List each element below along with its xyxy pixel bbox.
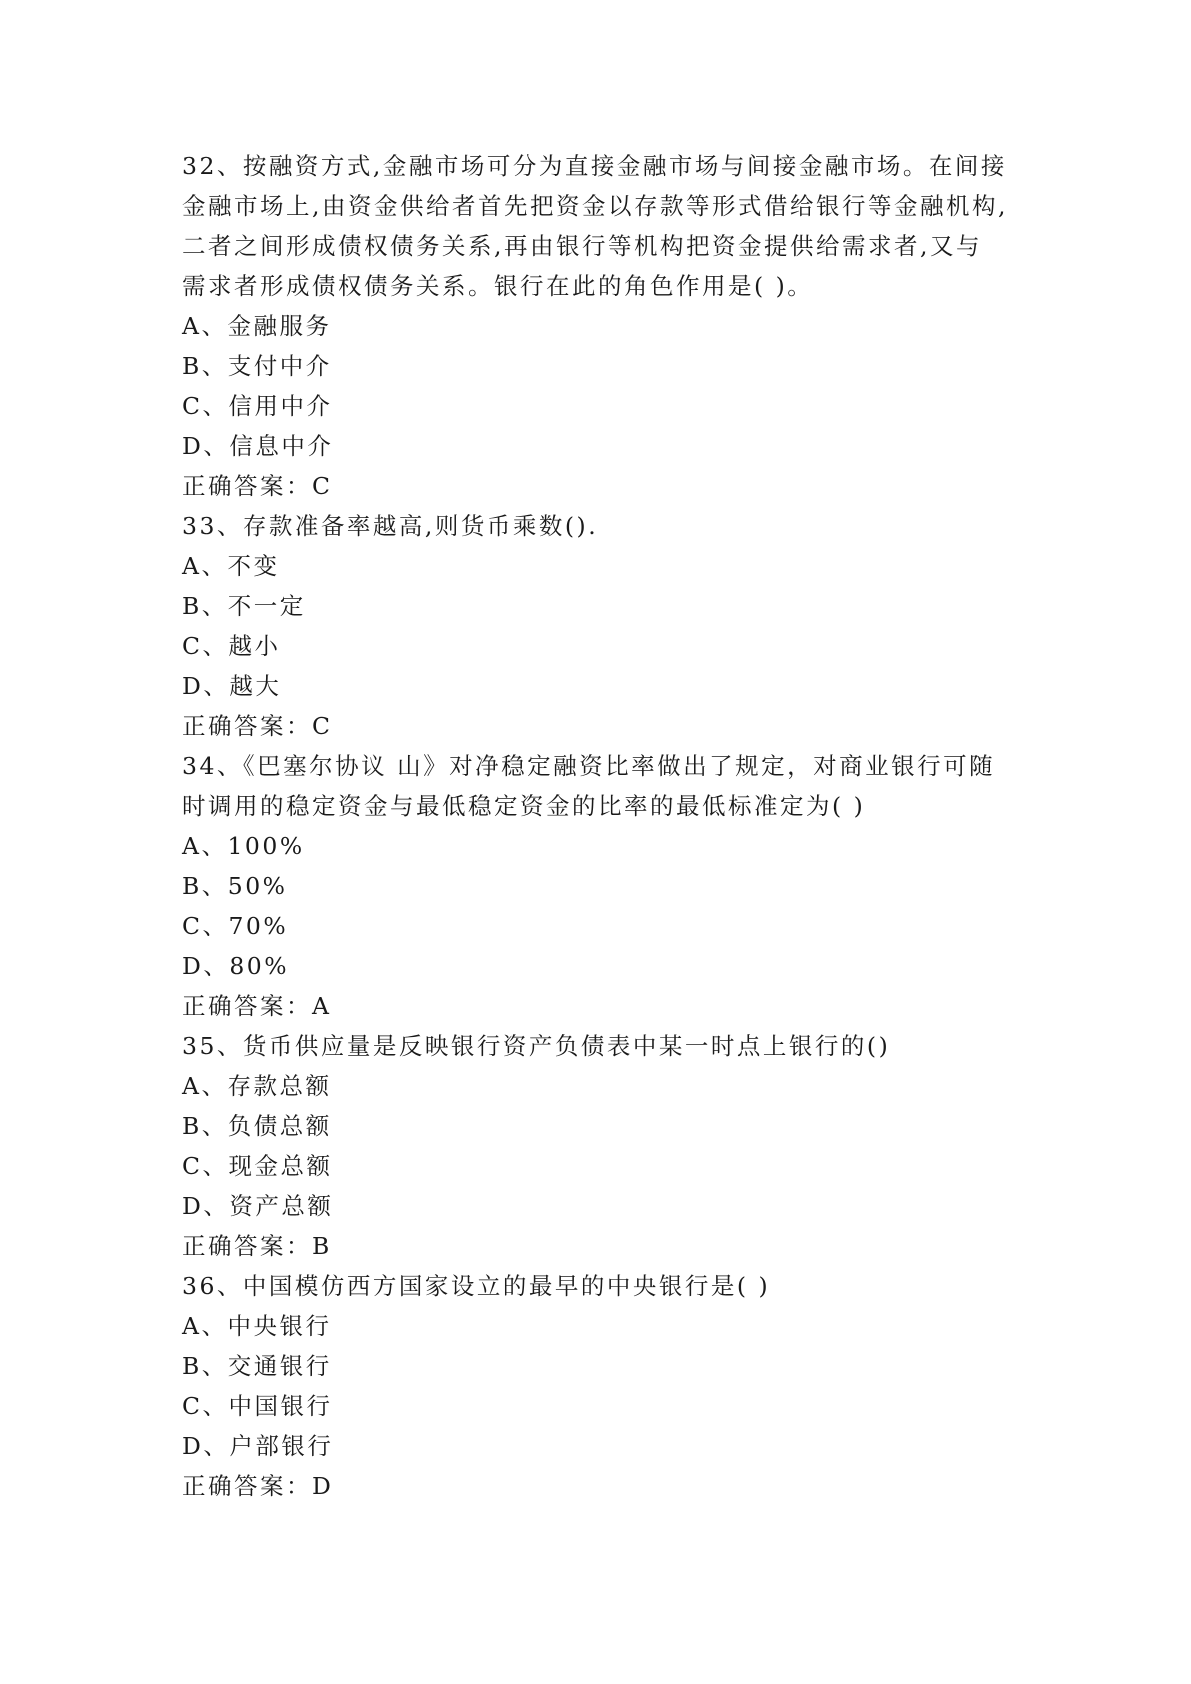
question-33	[182, 506, 1027, 746]
option-c: C、中国银行	[182, 1392, 333, 1420]
question-stem-line: 32、按融资方式,金融市场可分为直接金融市场与间接金融市场。在间接	[182, 152, 1007, 180]
question-34	[182, 746, 1027, 1026]
correct-answer: 正确答案：B	[182, 1232, 332, 1260]
option-b: B、支付中介	[182, 352, 332, 380]
option-c: C、越小	[182, 632, 281, 660]
question-stem-line: 36、中国模仿西方国家设立的最早的中央银行是( )	[182, 1272, 771, 1300]
option-c: C、70%	[182, 912, 289, 940]
option-c: C、现金总额	[182, 1152, 333, 1180]
question-stem-line: 33、存款准备率越高,则货币乘数().	[182, 512, 599, 540]
option-a: A、不变	[182, 552, 280, 580]
correct-answer: 正确答案：A	[182, 992, 332, 1020]
option-a: A、金融服务	[182, 312, 332, 340]
option-d: D、80%	[182, 952, 290, 980]
question-stem-line: 34、《巴塞尔协议 山》对净稳定融资比率做出了规定，对商业银行可随	[182, 752, 996, 780]
option-b: B、50%	[182, 872, 288, 900]
correct-answer: 正确答案：D	[182, 1472, 334, 1500]
question-36	[182, 1266, 1027, 1506]
option-b: B、负债总额	[182, 1112, 332, 1140]
question-stem-line: 时调用的稳定资金与最低稳定资金的比率的最低标准定为( )	[182, 792, 866, 820]
question-stem-line: 二者之间形成债权债务关系,再由银行等机构把资金提供给需求者,又与	[182, 232, 982, 260]
option-d: D、信息中介	[182, 432, 334, 460]
option-b: B、交通银行	[182, 1352, 332, 1380]
question-35	[182, 1026, 1027, 1266]
option-a: A、中央银行	[182, 1312, 332, 1340]
question-stem-line: 35、货币供应量是反映银行资产负债表中某一时点上银行的()	[182, 1032, 891, 1060]
option-c: C、信用中介	[182, 392, 333, 420]
option-a: A、100%	[182, 832, 305, 860]
option-d: D、户部银行	[182, 1432, 334, 1460]
correct-answer: 正确答案：C	[182, 712, 333, 740]
option-a: A、存款总额	[182, 1072, 332, 1100]
question-stem-line: 金融市场上,由资金供给者首先把资金以存款等形式借给银行等金融机构,	[182, 192, 1008, 220]
option-d: D、资产总额	[182, 1192, 334, 1220]
document-page	[182, 146, 1027, 1506]
question-32	[182, 146, 1027, 506]
correct-answer: 正确答案：C	[182, 472, 333, 500]
question-stem-line: 需求者形成债权债务关系。银行在此的角色作用是( )。	[182, 272, 814, 300]
option-d: D、越大	[182, 672, 282, 700]
option-b: B、不一定	[182, 592, 306, 620]
